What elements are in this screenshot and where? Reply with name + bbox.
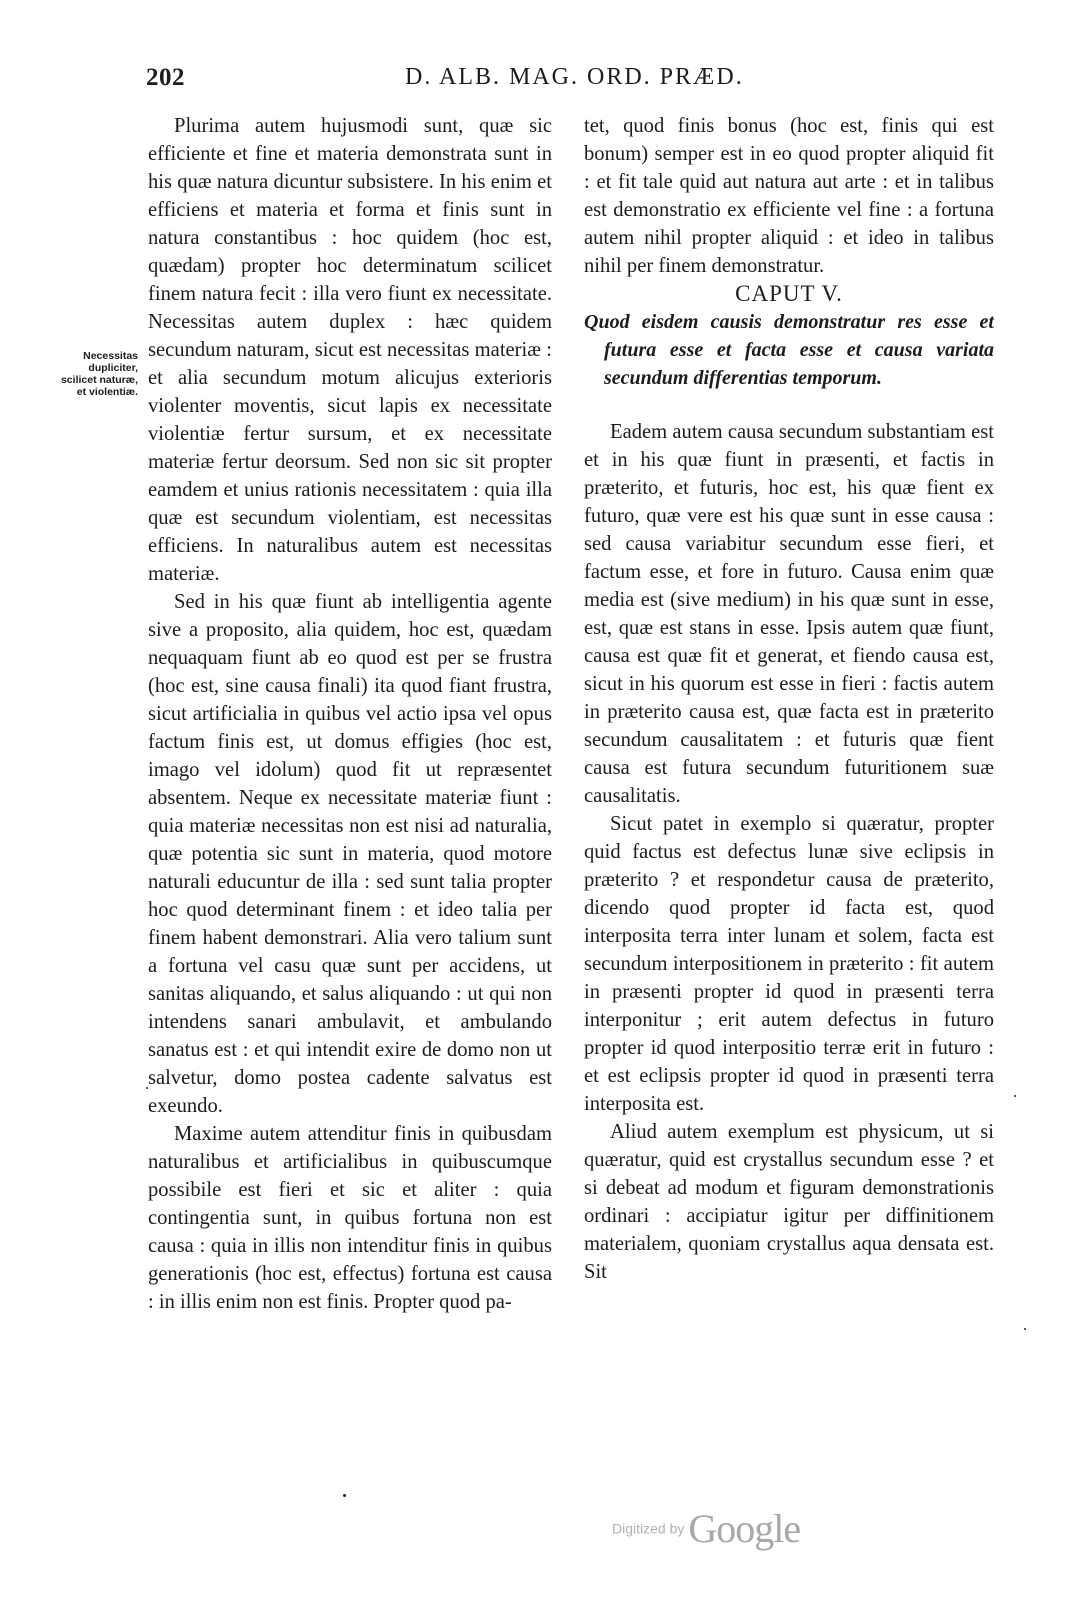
running-head: D. ALB. MAG. ORD. PRÆD.: [405, 64, 744, 90]
ink-speck: [1024, 1328, 1026, 1330]
paragraph: Maxime autem attenditur finis in quibusdam naturalibus et artificialibus in quibuscumque possibile est fieri et sic et aliter : quia contingentia sunt, in quibus fortuna non est causa : quia in illis non intenditur finis in quibus generationis (hoc est, effectus) fortuna est causa : in illis enim non est finis. Propter quod pa-: [148, 1123, 552, 1313]
margin-note: Necessitas dupliciter, scilicet naturæ, et violentiæ.: [60, 350, 138, 398]
google-logo: Google: [688, 1506, 801, 1551]
watermark-prefix: Digitized by: [612, 1520, 685, 1537]
paragraph: Plurima autem hujusmodi sunt, quæ sic efficiente et fine et materia demonstrata sunt in his quæ natura dicuntur subsistere. In his enim et efficiens et materia et forma et finis sunt in natura constantibus : hoc quidem (hoc est, quædam) propter hoc determinatum scilicet finem natura fecit : illa vero fiunt ex necessitate. Necessitas autem duplex : hæc quidem secundum naturam, sicut est necessitas materiæ : et alia secundum motum alicujus exterioris violenter moventis, sicut lapis ex necessitate violentiæ fertur sursum, et ex necessitate materiæ fertur deorsum. Sed non sic sit propter eamdem et unius rationis necessitatem : quia illa quæ est secundum violentiam, est necessitas efficiens. In naturalibus autem est necessitas materiæ.: [148, 115, 552, 585]
ink-speck: [343, 1494, 346, 1497]
paragraph: Sed in his quæ fiunt ab intelligentia agente sive a proposito, alia quidem, hoc est, quædam nequaquam fiunt ab eo quod est per se frustra (hoc est, sine causa finali) ita quod fiant frustra, sicut artificialia in quibus vel actio ipsa vel opus factum finis est, ut domus effigies (hoc est, imago vel idolum) quod fit ut repræsentet absentem. Neque ex necessitate materiæ fiunt : quia materiæ necessitas non est nisi ad naturalia, quæ potentia sic sunt in materia, quod motore naturali educuntur de illa : sed sunt talia propter hoc quod determinant finem : et ideo talia per finem habent demonstrari. Alia vero talium sunt a fortuna vel casu quæ sunt per accidens, ut sanitas aliquando, et salus aliquando : ut qui non intendens sanari ambulavit, et ambulando sanatus est : et qui intendit exire de domo non ut salvetur, domo postea cadente salvatus est exeundo.: [148, 591, 552, 1117]
continued-paragraph: tet, quod finis bonus (hoc est, finis qui est bonum) semper est in eo quod propter aliquid fit : et fit tale quid aut natura aut arte : et in talibus est demonstratio ex efficiente vel fine : a fortuna autem nihil propter aliquid : et ideo in talibus nihil per finem demonstratur.: [584, 115, 994, 277]
paragraph: Eadem autem causa secundum substantiam est et in his quæ fiunt in præsenti, et factis in præterito, et futuris, hoc est, his quæ fient ex futuro, quæ vere est his quæ sunt in esse causa : sed causa variabitur secundum esse fieri, et factum esse, et fore in futuro. Causa enim quæ media est (sive medium) in his quæ sunt in esse, est, quæ est stans in esse. Ipsis autem quæ fiunt, causa est quæ fit et generat, et fiendo causa est, sicut in his quorum est esse in fieri : factis autem in præterito causa est, quæ facta est in præterito secundum causalitatem : et futuris quæ fient causa est futura secundum futuritionem suæ causalitatis.: [584, 421, 994, 807]
chapter-title: CAPUT V.: [735, 281, 843, 306]
right-column: [584, 112, 994, 1286]
paragraph: Sicut patet in exemplo si quæratur, propter quid factus est defectus lunæ sive eclipsis in præterito ? et respondetur causa de præterito, dicendo quod propter id facta est, quod interposita terra inter lunam et solem, facta est secundum interpositionem in præterito : fit autem in præsenti propter id quod in præsenti terra interponitur ; erit autem defectus in futuro propter id quod interpositio terræ erit in futuro : et est eclipsis propter id quod in præsenti terra interposita est.: [584, 813, 994, 1115]
ink-speck: [146, 1087, 148, 1089]
chapter-summary: Quod eisdem causis demonstratur res esse et futura esse et facta esse et causa variata secundum differentias temporum.: [584, 311, 994, 389]
digitized-watermark: [612, 1505, 800, 1552]
page-number: 202: [146, 64, 185, 91]
left-column: [148, 112, 552, 1316]
paragraph: Aliud autem exemplum est physicum, ut si quæratur, quid est crystallus secundum esse ? et si debeat ad modum et figuram demonstrationis ordinari : accipiatur igitur per diffinitionem materialem, quoniam crystallus aqua densata est. Sit: [584, 1121, 994, 1283]
ink-speck: [1014, 1095, 1016, 1097]
